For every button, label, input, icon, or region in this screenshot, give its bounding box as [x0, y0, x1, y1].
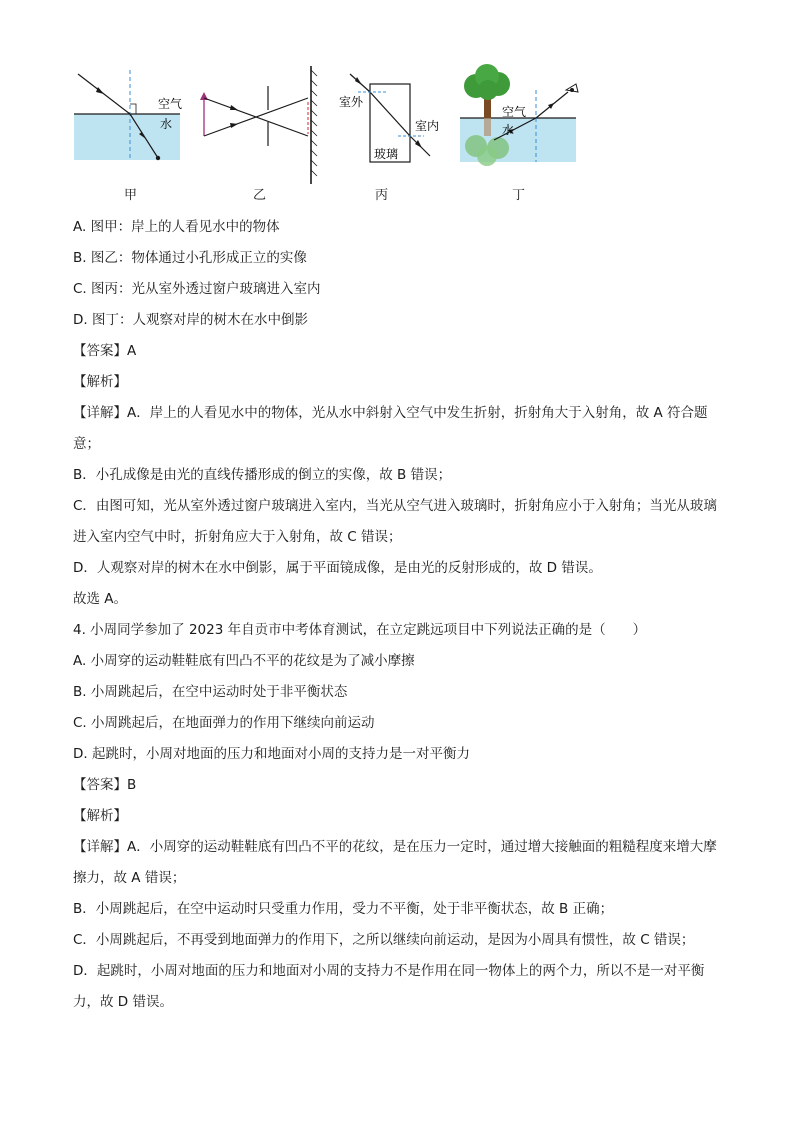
caption-ding: 丁	[512, 188, 526, 203]
q4-option-a: A. 小周穿的运动鞋鞋底有凹凸不平的花纹是为了减小摩擦	[73, 653, 415, 669]
caption-jia: 甲	[124, 188, 138, 203]
q4-detail-a: 【详解】A．小周穿的运动鞋鞋底有凹凸不平的花纹，是在压力一定时，通过增大接触面的粗糙程度来增大摩擦力，故 A 错误；	[73, 839, 717, 886]
label-outside: 室外	[339, 95, 364, 109]
label-glass: 玻璃	[374, 147, 399, 161]
q3-analysis-heading: 【解析】	[73, 374, 127, 390]
q3-answer: 【答案】A	[73, 343, 137, 359]
q3-option-b: B. 图乙：物体通过小孔形成正立的实像	[73, 250, 307, 266]
q4-analysis-heading: 【解析】	[73, 808, 127, 824]
q3-option-d: D. 图丁：人观察对岸的树木在水中倒影	[73, 312, 308, 328]
label-water: 水	[160, 117, 173, 131]
q4-option-c: C. 小周跳起后，在地面弹力的作用下继续向前运动	[73, 715, 375, 731]
caption-bing: 丙	[375, 188, 389, 203]
q4-option-d: D. 起跳时，小周对地面的压力和地面对小周的支持力是一对平衡力	[73, 746, 470, 762]
figure-ding	[460, 64, 578, 166]
label-water: 水	[502, 123, 515, 137]
object-dot	[156, 156, 160, 160]
q4-detail-d: D．起跳时，小周对地面的压力和地面对小周的支持力不是作用在同一物体上的两个力，所以不是一对平衡力，故 D 错误。	[73, 963, 705, 1010]
figure-jia	[74, 70, 182, 160]
figure-bing	[339, 74, 439, 162]
q4-option-b: B. 小周跳起后，在空中运动时处于非平衡状态	[73, 684, 348, 700]
label-air: 空气	[502, 105, 527, 119]
figure-yi	[200, 66, 317, 184]
q3-option-c: C. 图丙：光从室外透过窗户玻璃进入室内	[73, 281, 321, 297]
q3-detail-d: D．人观察对岸的树木在水中倒影，属于平面镜成像，是由光的反射形成的，故 D 错误。	[73, 560, 602, 576]
q4-answer: 【答案】B	[73, 777, 137, 793]
caption-yi: 乙	[253, 188, 267, 203]
q3-detail-c: C．由图可知，光从室外透过窗户玻璃进入室内，当光从空气进入玻璃时，折射角应小于入射角；当光从玻璃进入室内空气中时，折射角应大于入射角，故 C 错误；	[73, 498, 717, 545]
q3-option-a: A. 图甲：岸上的人看见水中的物体	[73, 219, 280, 235]
q4-detail-c: C．小周跳起后，不再受到地面弹力的作用下，之所以继续向前运动，是因为小周具有惯性，故 C 错误；	[73, 932, 695, 948]
q4-detail-b: B．小周跳起后，在空中运动时只受重力作用，受力不平衡，处于非平衡状态，故 B 正确；	[73, 901, 614, 917]
label-inside: 室内	[415, 119, 440, 133]
document-body	[73, 212, 725, 1018]
q3-detail-b: B．小孔成像是由光的直线传播形成的倒立的实像，故 B 错误；	[73, 467, 452, 483]
label-air: 空气	[158, 97, 183, 111]
q3-detail-a: 【详解】A．岸上的人看见水中的物体，光从水中斜射入空气中发生折射，折射角大于入射角，故 A 符合题意；	[73, 405, 708, 452]
q3-conclusion: 故选 A。	[73, 591, 128, 607]
q4-stem: 4. 小周同学参加了 2023 年自贡市中考体育测试，在立定跳远项目中下列说法正确的是（ ）	[73, 622, 647, 638]
